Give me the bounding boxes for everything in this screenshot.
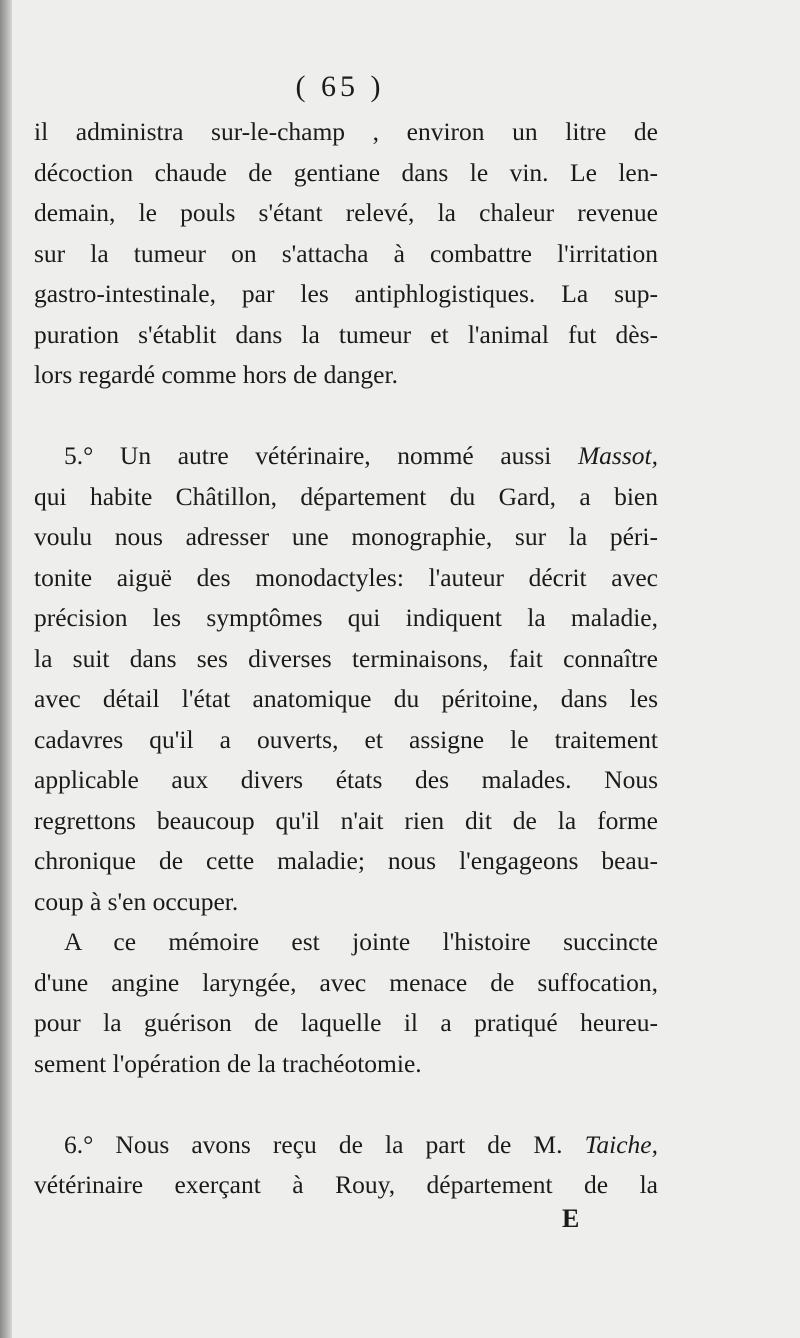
text-line: sement l'opération de la trachéotomie. (34, 1048, 422, 1078)
text-line: décoction chaude de gentiane dans le vin. Le len- (34, 157, 658, 187)
text-line: voulu nous adresser une monographie, sur la péri- (34, 522, 658, 551)
text-line: lors regardé comme hors de danger. (34, 360, 398, 389)
text-line: il administra sur-le-champ , environ un litre de (34, 117, 658, 146)
page-number: ( 65 ) (295, 70, 385, 103)
paragraph-item-5 (34, 436, 658, 922)
text-line (34, 436, 658, 477)
text-line-lead: 6.° Nous avons reçu de la part de M. (64, 1129, 585, 1159)
body-text (34, 112, 658, 1206)
italic-name: Massot, (577, 441, 658, 470)
text-line: pour la guérison de laquelle il a pratiqué heureu- (34, 1008, 658, 1037)
text-line: A ce mémoire est jointe l'histoire succincte (64, 927, 658, 956)
paragraph-gap (34, 396, 658, 437)
text-line: avec détail l'état anatomique du péritoine, dans les (34, 684, 658, 713)
text-line: vétérinaire exerçant à Rouy, département de la (34, 1170, 658, 1199)
signature-mark: E (562, 1204, 580, 1233)
text-line: coup à s'en occuper. (34, 886, 239, 916)
text-line: tonite aiguë des monodactyles: l'auteur décrit avec (34, 562, 658, 592)
text-line: d'une angine laryngée, avec menace de suffocation, (34, 967, 658, 997)
text-line (34, 1125, 658, 1166)
text-line: chronique de cette maladie; nous l'engageons beau- (34, 846, 658, 875)
text-line-lead: 5.° Un autre vétérinaire, nommé aussi (64, 441, 578, 470)
text-line: qui habite Châtillon, département du Gard, a bien (34, 481, 658, 511)
paragraph-continuation (34, 112, 658, 396)
text-line: applicable aux divers états des malades. Nous (34, 765, 658, 794)
text-line: regrettons beaucoup qu'il n'ait rien dit de la forme (34, 805, 658, 835)
text-line: précision les symptômes qui indiquent la maladie, (34, 603, 658, 632)
paragraph-item-6 (34, 1125, 658, 1206)
paragraph-gap (34, 1084, 658, 1125)
text-line: cadavres qu'il a ouverts, et assigne le traitement (34, 724, 658, 754)
text-line: demain, le pouls s'étant relevé, la chaleur revenue (34, 198, 658, 227)
text-line: sur la tumeur on s'attacha à combattre l'irritation (34, 238, 658, 268)
text-line: la suit dans ses diverses terminaisons, fait connaître (34, 643, 658, 673)
italic-name: Taiche, (584, 1129, 658, 1159)
paragraph-memoire (34, 922, 658, 1084)
page-gutter-shadow (0, 0, 12, 1338)
text-line: gastro-intestinale, par les antiphlogistiques. La sup- (34, 279, 658, 308)
text-line: puration s'établit dans la tumeur et l'animal fut dès- (34, 319, 658, 349)
